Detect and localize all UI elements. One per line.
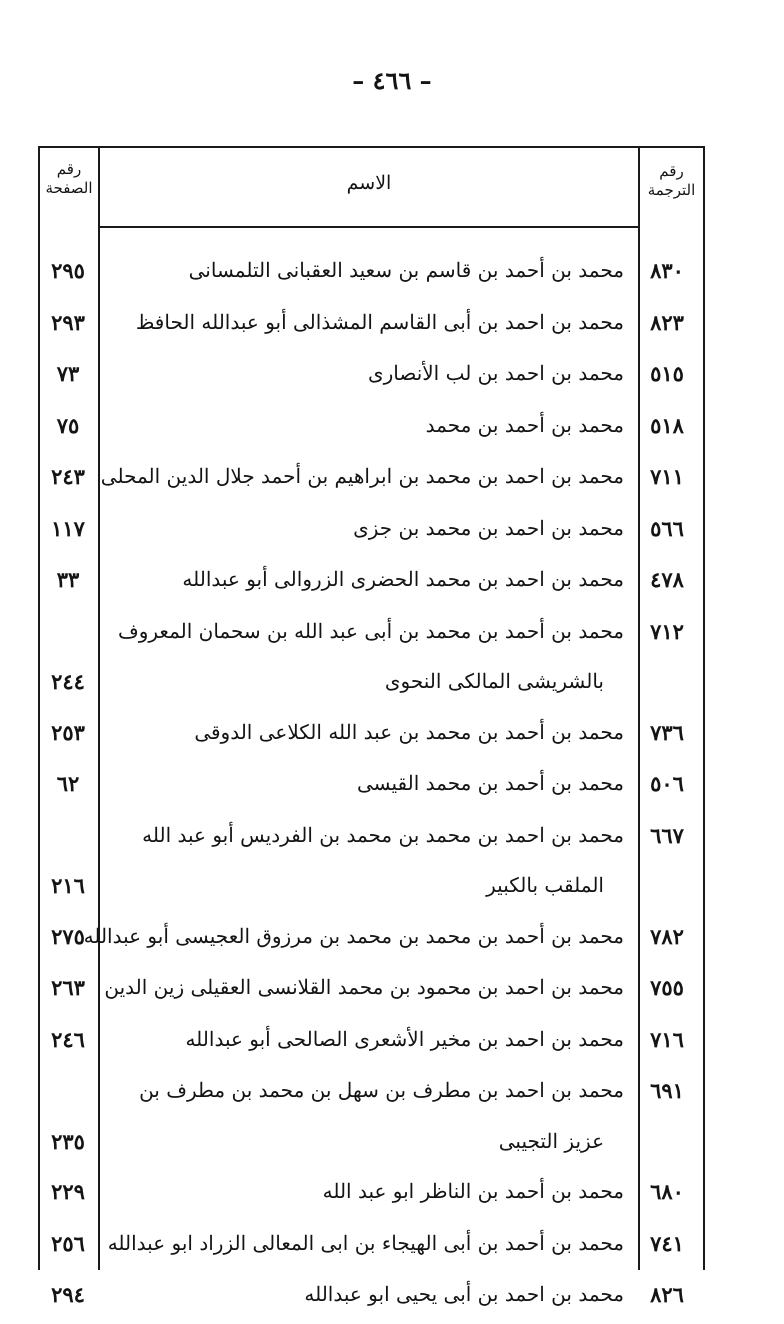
page-ref: ٢٥٦ [51,1230,85,1256]
entry-name: محمد بن احمد بن محمود بن محمد القلانسى العقيلى زين الدين [104,975,624,999]
page-ref: ٦٢ [56,771,80,796]
tarjama-number: ٦٩١ [650,1078,684,1103]
tarjama-number: ٥١٨ [650,412,684,438]
entry-name-continuation: بالشريشى المالكى النحوى [384,669,604,693]
tarjama-number: ٧١٦ [650,1026,684,1052]
tarjama-number: ٥١٥ [650,361,684,386]
tarjama-number: ٧١١ [650,464,684,489]
page-ref: ٢٤٦ [51,1026,85,1052]
entry-name: محمد بن احمد بن أبى يحيى ابو عبدالله [304,1282,624,1306]
page-ref: ٢٤٣ [51,464,85,489]
tarjama-number: ٦٨٠ [650,1179,684,1204]
entry-name: محمد بن أحمد بن محمد القيسى [356,771,624,795]
entry-name: محمد بن احمد بن أبى القاسم المشذالى أبو عبدالله الحافظ [135,309,624,334]
column-rule-right-inner [638,146,640,1270]
page-ref: ٢٩٣ [51,309,85,335]
tarjama-number: ٦٦٧ [650,822,684,848]
page-ref: ٢٦٣ [51,975,85,1000]
page-ref: ٢٤٤ [51,669,85,694]
page-ref: ٧٣ [56,361,80,386]
page-ref: ١١٧ [51,515,85,541]
tarjama-number: ٨٢٣ [650,309,684,335]
entry-name: محمد بن أحمد بن أبى الهيجاء بن ابى المعالى الزراد ابو عبدالله [107,1230,624,1255]
page-ref: ٢٩٤ [51,1282,85,1307]
page-ref: ٣٣ [56,567,80,592]
entry-name: محمد بن أحمد بن محمد بن أبى عبد الله بن سحمان المعروف [118,618,624,643]
page-ref: ٢٩٥ [51,258,85,283]
tarjama-number: ٥٠٦ [650,771,684,796]
tarjama-number: ٤٧٨ [650,567,684,592]
tarjama-number: ٥٦٦ [650,515,684,541]
entry-name: محمد بن أحمد بن الناظر ابو عبد الله [322,1179,624,1203]
tarjama-number: ٨٢٦ [650,1282,684,1307]
entry-name: محمد بن احمد بن محمد الحضرى الزروالى أبو عبدالله [182,567,624,591]
entry-name: محمد بن أحمد بن محمد [425,412,624,437]
entry-name: محمد بن احمد بن مطرف بن سهل بن محمد بن مطرف بن [139,1078,624,1102]
tarjama-number: ٧٨٢ [650,923,684,949]
tarjama-number: ٧٤١ [650,1230,684,1256]
tarjama-number: ٧١٢ [650,618,684,644]
header-name: الاسم [346,172,392,194]
header-page-number: رقم الصفحة [45,160,93,197]
entry-name: محمد بن أحمد بن محمد بن عبد الله الكلاعى الدوقى [194,719,624,744]
tarjama-number: ٨٣٠ [650,258,684,283]
page-ref: ٢٣٥ [51,1128,85,1154]
table-top-rule [38,146,704,148]
tarjama-number: ٧٥٥ [650,975,684,1000]
header-tarjama-number: رقم الترجمة [647,162,696,199]
header-bottom-rule [98,226,638,228]
page-number: – ٤٦٦ – [352,66,432,95]
entry-name: محمد بن احمد بن محمد بن ابراهيم بن أحمد جلال الدين المحلى [100,464,624,488]
page-ref: ٢١٦ [51,873,85,898]
tarjama-number: ٧٣٦ [650,719,684,745]
column-rule-right-outer [703,146,705,1270]
entry-name: محمد بن احمد بن مخير الأشعرى الصالحى أبو عبدالله [185,1026,624,1051]
entry-name: محمد بن احمد بن محمد بن جزى [353,515,624,540]
entry-name: محمد بن أحمد بن قاسم بن سعيد العقبانى التلمسانى [188,258,624,282]
entry-name: محمد بن أحمد بن محمد بن محمد بن مرزوق العجيسى أبو عبدالله [83,923,624,948]
entry-name: محمد بن احمد بن محمد بن محمد بن الفرديس أبو عبد الله [142,822,624,847]
entry-name-continuation: عزيز التجيبى [498,1128,604,1153]
page-ref: ٢٢٩ [51,1179,85,1204]
page-ref: ٧٥ [56,412,80,438]
page-ref: ٢٥٣ [51,719,85,745]
entry-name: محمد بن احمد بن لب الأنصارى [367,361,624,385]
entry-name-continuation: الملقب بالكبير [486,873,604,897]
page-ref: ٢٧٥ [51,923,85,949]
